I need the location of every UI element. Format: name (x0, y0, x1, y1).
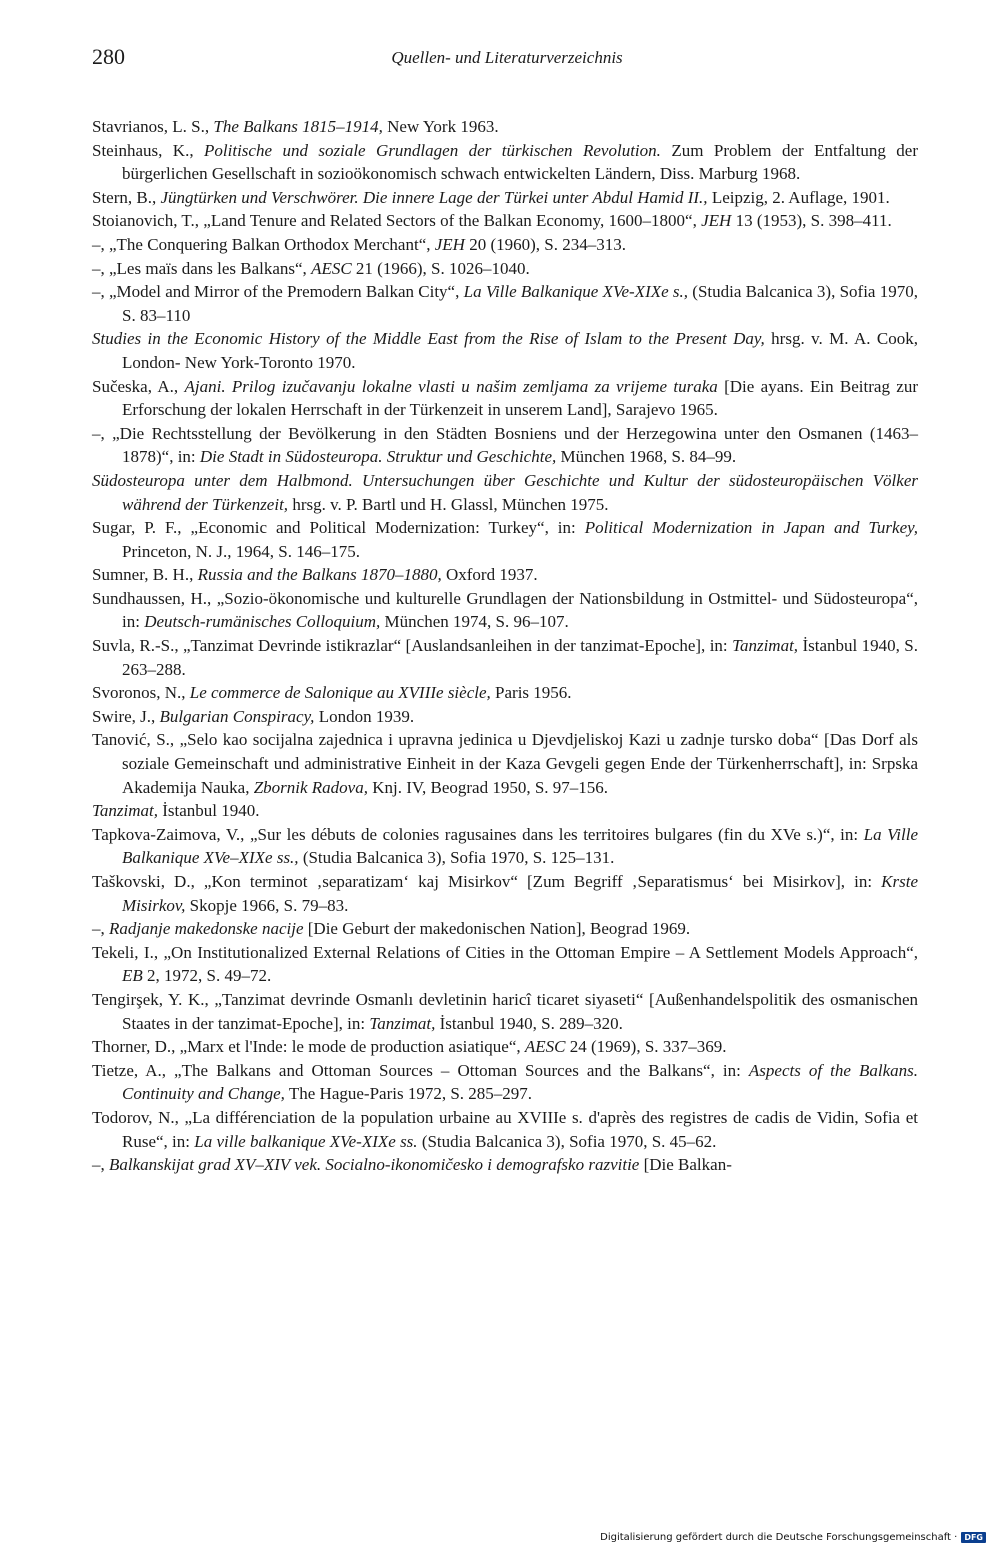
bibliography-entry (92, 139, 918, 186)
entry-text: Sumner, B. H., (92, 565, 198, 585)
entry-text: Skopje 1966, S. 79–83. (185, 895, 349, 915)
entry-title-italic: Zbornik Radova, (253, 777, 368, 797)
entry-title-italic: Südosteuropa unter dem Halbmond. Untersuchungen über Geschichte und Kultur der südosteuropäischen Völker während der Türkenzeit, (92, 470, 918, 514)
entry-text: Leipzig, 2. Auflage, 1901. (707, 187, 890, 207)
entry-text: Taškovski, D., „Kon terminot ‚separatizam‘ kaj Misirkov“ [Zum Begriff ‚Separatismus‘ bei Misirkov], in: (92, 872, 882, 891)
entry-text: Zum Problem der Entfaltung der bürgerlichen Gesellschaft in sozioökonomisch schwach entwickelten Ländern, Diss. Marburg 1968. (122, 140, 918, 184)
entry-text: Tanović, S., „Selo kao socijalna zajednica i upravna jedinica u Djevdjeliskoj Kazi u zadnje tursko doba“ [Das Dorf als soziale Gemeinschaft und administrative Einheit in der Kaza Gevgeli gegen Ende der Türkenherrschaft], in: Srpska Akademija Nauka, (92, 730, 918, 797)
entry-title-italic: Radjanje makedonske nacije (109, 919, 304, 939)
bibliography-entry (92, 422, 918, 469)
entry-text: –, „The Conquering Balkan Orthodox Merchant“, (92, 234, 435, 254)
running-title: Quellen- und Literaturverzeichnis (391, 48, 623, 67)
entry-title-italic: AESC (524, 1037, 566, 1057)
entry-text: 24 (1969), S. 337–369. (565, 1037, 727, 1057)
entry-text: Sugar, P. F., „Economic and Political Modernization: Turkey“, in: (92, 518, 585, 538)
entry-title-italic: Bulgarian Conspiracy, (159, 706, 315, 726)
entry-text: [Die Geburt der makedonischen Nation], Beograd 1969. (303, 919, 691, 939)
page-header (92, 44, 922, 78)
entry-text: Sučeska, A., (92, 376, 185, 396)
entry-text: München 1968, S. 84–99. (556, 447, 737, 467)
entry-title-italic: JEH (434, 234, 465, 254)
entry-text: Todorov, N., „La différenciation de la population urbaine au XVIIIe s. d'après des registres de cadis de Vidin, Sofia et Ruse“, in: (92, 1107, 918, 1151)
bibliography-entry (92, 327, 918, 374)
entry-title-italic: AESC (311, 258, 352, 278)
entry-text: –, (92, 1155, 109, 1175)
entry-text: New York 1963. (382, 117, 499, 136)
bibliography-entry (92, 587, 918, 634)
entry-text: Stoianovich, T., „Land Tenure and Related Sectors of the Balkan Economy, 1600–1800“, (92, 211, 702, 231)
bibliography-entry (92, 115, 918, 139)
entry-text: hrsg. v. P. Bartl und H. Glassl, München 1975. (288, 494, 609, 514)
bibliography-entry (92, 516, 918, 563)
bibliography-entry (92, 280, 918, 327)
entry-title-italic: Studies in the Economic History of the Middle East from the Rise of Islam to the Present Day, (92, 329, 765, 349)
entry-title-italic: La Ville Balkanique XVe–XIXe ss., (122, 824, 919, 868)
bibliography-entry (92, 728, 918, 799)
digitization-footer (600, 1532, 986, 1543)
bibliography-entry (92, 469, 918, 516)
entry-text: 13 (1953), S. 398–411. (731, 211, 892, 231)
entry-text: –, „Model and Mirror of the Premodern Balkan City“, (92, 282, 464, 302)
entry-text: (Studia Balcanica 3), Sofia 1970, S. 83–110 (122, 282, 918, 325)
entry-title-italic: Aspects of the Balkans. Continuity and Change, (122, 1060, 918, 1104)
bibliography-entry (92, 799, 918, 823)
entry-title-italic: Politische und soziale Grundlagen der türkischen Revolution. (204, 140, 661, 160)
page-number: 280 (92, 44, 125, 69)
bibliography-entry (92, 823, 918, 870)
entry-text: The Hague-Paris 1972, S. 285–297. (284, 1084, 533, 1104)
entry-text: İstanbul 1940, S. 263–288. (122, 636, 918, 679)
entry-text: (Studia Balcanica 3), Sofia 1970, S. 125–131. (298, 848, 615, 868)
entry-title-italic: EB (122, 966, 143, 986)
bibliography-entry (92, 375, 918, 422)
entry-text: München 1974, S. 96–107. (380, 612, 569, 632)
footer-credit: Digitalisierung gefördert durch die Deutsche Forschungsgemeinschaft · (600, 1532, 958, 1543)
entry-text: London 1939. (314, 706, 415, 726)
entry-text: Tapkova-Zaimova, V., „Sur les débuts de colonies ragusaines dans les territoires bulgares (fin du XVe s.)“, in: (92, 824, 864, 844)
entry-text: Swire, J., (92, 706, 160, 726)
entry-text: 20 (1960), S. 234–313. (464, 234, 626, 254)
bibliography-list (92, 115, 918, 1177)
entry-text: –, „Les maïs dans les Balkans“, (92, 258, 312, 278)
entry-text: Sundhaussen, H., „Sozio-ökonomische und kulturelle Grundlagen der Nationsbildung in Ostmittel- und Südosteuropa“, in: (92, 588, 918, 632)
entry-title-italic: Le commerce de Salonique au XVIIIe siècle, (189, 683, 491, 703)
entry-text: İstanbul 1940, S. 289–320. (435, 1013, 623, 1033)
entry-title-italic: La ville balkanique XVe-XIXe ss. (194, 1131, 418, 1151)
bibliography-entry (92, 1059, 918, 1106)
entry-title-italic: Political Modernization in Japan and Turkey, (584, 518, 918, 538)
entry-text: (Studia Balcanica 3), Sofia 1970, S. 45–62. (417, 1131, 717, 1151)
entry-title-italic: JEH (701, 211, 732, 231)
bibliography-entry (92, 1035, 918, 1059)
entry-text: Suvla, R.-S., „Tanzimat Devrinde istikrazlar“ [Auslandsanleihen in der tanzimat-Epoche], in: (92, 636, 733, 656)
entry-title-italic: Jüngtürken und Verschwörer. Die innere Lage der Türkei unter Abdul Hamid II., (160, 187, 708, 207)
entry-text: Tengirşek, Y. K., „Tanzimat devrinde Osmanlı devletinin haricî ticaret siyaseti“ [Außenhandelspolitik des osmanischen Staates in der tanzimat-Epoche], in: (92, 989, 918, 1033)
entry-title-italic: Tanzimat, (732, 636, 799, 656)
entry-text: hrsg. v. M. A. Cook, London- New York-Toronto 1970. (122, 329, 919, 372)
entry-text: Stern, B., (92, 187, 161, 207)
entry-text: İstanbul 1940. (157, 801, 260, 821)
dfg-logo: DFG (961, 1532, 986, 1543)
bibliography-entry (92, 705, 918, 729)
bibliography-entry (92, 1153, 918, 1177)
entry-text: Oxford 1937. (441, 565, 538, 585)
bibliography-entry (92, 563, 918, 587)
entry-text: –, (92, 919, 109, 939)
bibliography-entry (92, 988, 918, 1035)
entry-title-italic: Die Stadt in Südosteuropa. Struktur und Geschichte, (199, 447, 557, 467)
entry-title-italic: Ajani. Prilog izučavanju lokalne vlasti u našim zemljama za vrijeme turaka (184, 376, 718, 396)
entry-text: [Die ayans. Ein Beitrag zur Erforschung der lokalen Herrschaft in der Türkenzeit in unserem Land], Sarajevo 1965. (122, 376, 919, 420)
bibliography-entry (92, 941, 918, 988)
bibliography-entry (92, 186, 918, 210)
bibliography-entry (92, 1106, 918, 1153)
entry-text: Stavrianos, L. S., (92, 117, 214, 136)
bibliography-entry (92, 870, 918, 917)
entry-title-italic: The Balkans 1815–1914, (213, 117, 383, 136)
entry-title-italic: Deutsch-rumänisches Colloquium, (144, 612, 381, 632)
entry-title-italic: Balkanskijat grad XV–XIV vek. Socialno-ikonomičesko i demografsko razvitie (109, 1155, 640, 1175)
entry-text: Paris 1956. (490, 683, 572, 703)
entry-title-italic: Russia and the Balkans 1870–1880, (197, 565, 442, 585)
entry-text: Tekeli, I., „On Institutionalized External Relations of Cities in the Ottoman Empire – A Settlement Models Approach“, (92, 942, 918, 962)
entry-text: Tietze, A., „The Balkans and Ottoman Sources – Ottoman Sources and the Balkans“, in: (92, 1060, 749, 1080)
entry-title-italic: La Ville Balkanique XVe-XIXe s., (463, 282, 689, 302)
entry-text: Princeton, N. J., 1964, S. 146–175. (122, 541, 360, 561)
bibliography-entry (92, 233, 918, 257)
entry-text: –, „Die Rechtsstellung der Bevölkerung in den Städten Bosniens und der Herzegowina unter den Osmanen (1463–1878)“, in: (92, 423, 918, 467)
entry-title-italic: Krste Misirkov, (122, 872, 918, 915)
entry-title-italic: Tanzimat, (369, 1013, 436, 1033)
entry-text: Steinhaus, K., (92, 140, 205, 160)
bibliography-entry (92, 681, 918, 705)
entry-text: [Die Balkan- (639, 1155, 732, 1175)
entry-text: 21 (1966), S. 1026–1040. (351, 258, 530, 278)
entry-text: 2, 1972, S. 49–72. (142, 966, 272, 986)
entry-text: Svoronos, N., (92, 683, 190, 703)
bibliography-entry (92, 209, 918, 233)
entry-text: Thorner, D., „Marx et l'Inde: le mode de production asiatique“, (92, 1037, 525, 1057)
bibliography-entry (92, 917, 918, 941)
entry-title-italic: Tanzimat, (92, 801, 158, 821)
bibliography-entry (92, 634, 918, 681)
bibliography-entry (92, 257, 918, 281)
entry-text: Knj. IV, Beograd 1950, S. 97–156. (367, 777, 609, 797)
